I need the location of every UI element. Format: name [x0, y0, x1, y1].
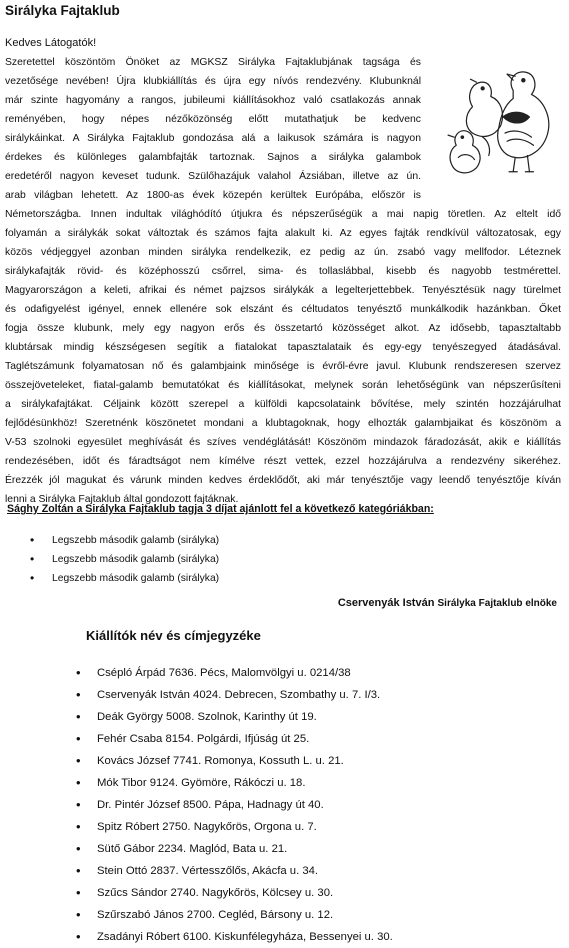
- exhibitor-item: • Dr. Pintér József 8500. Pápa, Hadnagy út 40.: [76, 794, 393, 816]
- exhibitor-item: • Cservenyák István 4024. Debrecen, Szombathy u. 7. I/3.: [76, 684, 393, 706]
- signature-role: Sirályka Fajtaklub elnöke: [437, 598, 557, 609]
- exhibitor-item: • Zsadányi Róbert 6100. Kiskunfélegyháza, Bessenyei u. 30.: [76, 926, 393, 948]
- text-line: Érezzék jól magukat és várunk minden kedves érdeklődőt, aki már tenyésztője vagy leendő tenyésztője kíván: [5, 475, 561, 486]
- greeting: Kedves Látogatók!: [5, 37, 97, 49]
- text-line: rendezésében, időt és fáradtságot nem kímélve részt vettek, ezzel hozzájárulva a rendezvény sikeréhez.: [5, 456, 561, 467]
- award-list: [30, 531, 219, 588]
- text-line: V-53 szolnoki egyesület meghívását és szíves vendéglátását! Köszönöm mindazok fáradozását, akik e kiállítás: [5, 437, 561, 448]
- text-line: már szinte hagyomány a rangos, jubileumi kiállításokhoz való csatlakozás annak: [5, 95, 421, 106]
- page-title: Sirályka Fajtaklub: [5, 3, 120, 18]
- text-line: arab világban lehetett. Az 1800-as évek közepén kerültek Európába, először is: [5, 190, 421, 201]
- award-item: • Legszebb második galamb (sirályka): [30, 569, 219, 588]
- text-line: összejöveteleket, fiatal-galamb bemutatókat és kiállításokat, melynek során lehetőségünk van népszerűsíteni: [5, 380, 561, 391]
- exhibitor-item: • Stein Ottó 2837. Vértesszőlős, Akácfa u. 34.: [76, 860, 393, 882]
- text-line: a sirálykafajtákat. Céljaink között szerepel a külföldi kapcsolataink bővítése, mely szintén hozzájárulhat: [5, 399, 561, 410]
- exhibitor-item: • Spitz Róbert 2750. Nagykőrös, Orgona u. 7.: [76, 816, 393, 838]
- text-line: klubtársak mindig készségesen segítik a fiatalokat tapasztalataik és egy-egy tenyészegyed átadásával.: [5, 342, 561, 353]
- signature-name: Cservenyák István: [337, 597, 435, 609]
- text-line: folyamán a sirálykák sokat változtak és számos fajta alakult ki. Az egyes fajták rendkívül változatosak, egy: [5, 228, 561, 239]
- text-line: és odafigyelést igényel, ennek ellenére sok elszánt és céltudatos tenyésztő munkálkodik hazánkban. Őket: [5, 304, 561, 315]
- exhibitor-item: • Kovács József 7741. Romonya, Kossuth L. u. 21.: [76, 750, 393, 772]
- exhibitor-item: • Csépló Árpád 7636. Pécs, Malomvölgyi u. 0214/38: [76, 662, 393, 684]
- text-line: fogja össze klubunk, mely egy nagyon erős és összetartó közösséget alkot. Az idősebb, tapasztaltabb: [5, 323, 561, 334]
- text-line: érdekes és különleges galambfajták tartoznak. Sajnos a sirályka galambok: [5, 152, 421, 163]
- exhibitor-item: • Szűrszabó János 2700. Cegléd, Bársony u. 12.: [76, 904, 393, 926]
- text-line: lenni a Sirályka Fajtaklub által gondozott fajtáknak.: [5, 494, 239, 505]
- text-line: közös védjeggyel azonban minden sirályka rendelkezik, ez pedig az ún. zsabó vagy mellfodor. Léteznek: [5, 247, 561, 258]
- exhibitors-title: Kiállítók név és címjegyzéke: [86, 628, 261, 643]
- text-line: Németországba. Innen indultak világhódító útjukra és népszerűségük a mai napig töretlen. Az eltelt idő: [5, 209, 561, 220]
- text-line: Szeretettel köszöntöm Önöket az MGKSZ Sirályka Fajtaklubjának tagsága és: [5, 57, 421, 68]
- exhibitor-list: [76, 662, 393, 948]
- exhibitor-item: • Szűcs Sándor 2740. Nagykőrös, Kölcsey u. 30.: [76, 882, 393, 904]
- text-line: vezetősége nevében! Újra klubkiállítás és újra egy nívós rendezvény. Klubunknál: [5, 76, 421, 87]
- text-line: reményében, hogy népes nézőközönség előtt mutathatjuk be kedvenc: [5, 114, 421, 125]
- text-line: Taglétszámunk folyamatosan nő és galambjaink minősége is évről-évre javul. Klubunk rendszeresen szervez: [5, 361, 561, 372]
- text-line: Magyarországon a keleti, afrikai és német pajzsos sirálykák a legelterjettebbek. Tenyésztésük nagy türelmet: [5, 285, 561, 296]
- exhibitor-item: • Fehér Csaba 8154. Polgárdi, Ifjúság út 25.: [76, 728, 393, 750]
- exhibitor-item: • Deák György 5008. Szolnok, Karinthy út 19.: [76, 706, 393, 728]
- text-line: sirálykafajták rövid- és középhosszú csőrrel, sima- és tollaslábbal, kisebb és nagyobb testmérettel.: [5, 266, 561, 277]
- text-line: sirálykáinkat. A Sirályka Fajtaklub gondozása alá a laikusok számára is nagyon: [5, 133, 421, 144]
- text-line: eredetéről nagyon keveset tudunk. Szülőhazájuk valahol Ázsiában, illetve az ún.: [5, 171, 421, 182]
- exhibitor-item: • Mók Tibor 9124. Gyömöre, Rákóczi u. 18.: [76, 772, 393, 794]
- award-item: • Legszebb második galamb (sirályka): [30, 531, 219, 550]
- exhibitor-item: • Sütő Gábor 2234. Maglód, Bata u. 21.: [76, 838, 393, 860]
- award-item: • Legszebb második galamb (sirályka): [30, 550, 219, 569]
- text-line: fejlődésünkhöz! Szeretnénk köszönetet mondani a klubtagoknak, hogy elhozták galambjaikat és köszönöm a: [5, 418, 561, 429]
- award-heading: Sághy Zoltán a Sirályka Fajtaklub tagja 3 díjat ajánlott fel a következő kategóriákban:: [7, 503, 434, 515]
- signature: [338, 597, 557, 609]
- pigeon-illustration: [442, 66, 564, 188]
